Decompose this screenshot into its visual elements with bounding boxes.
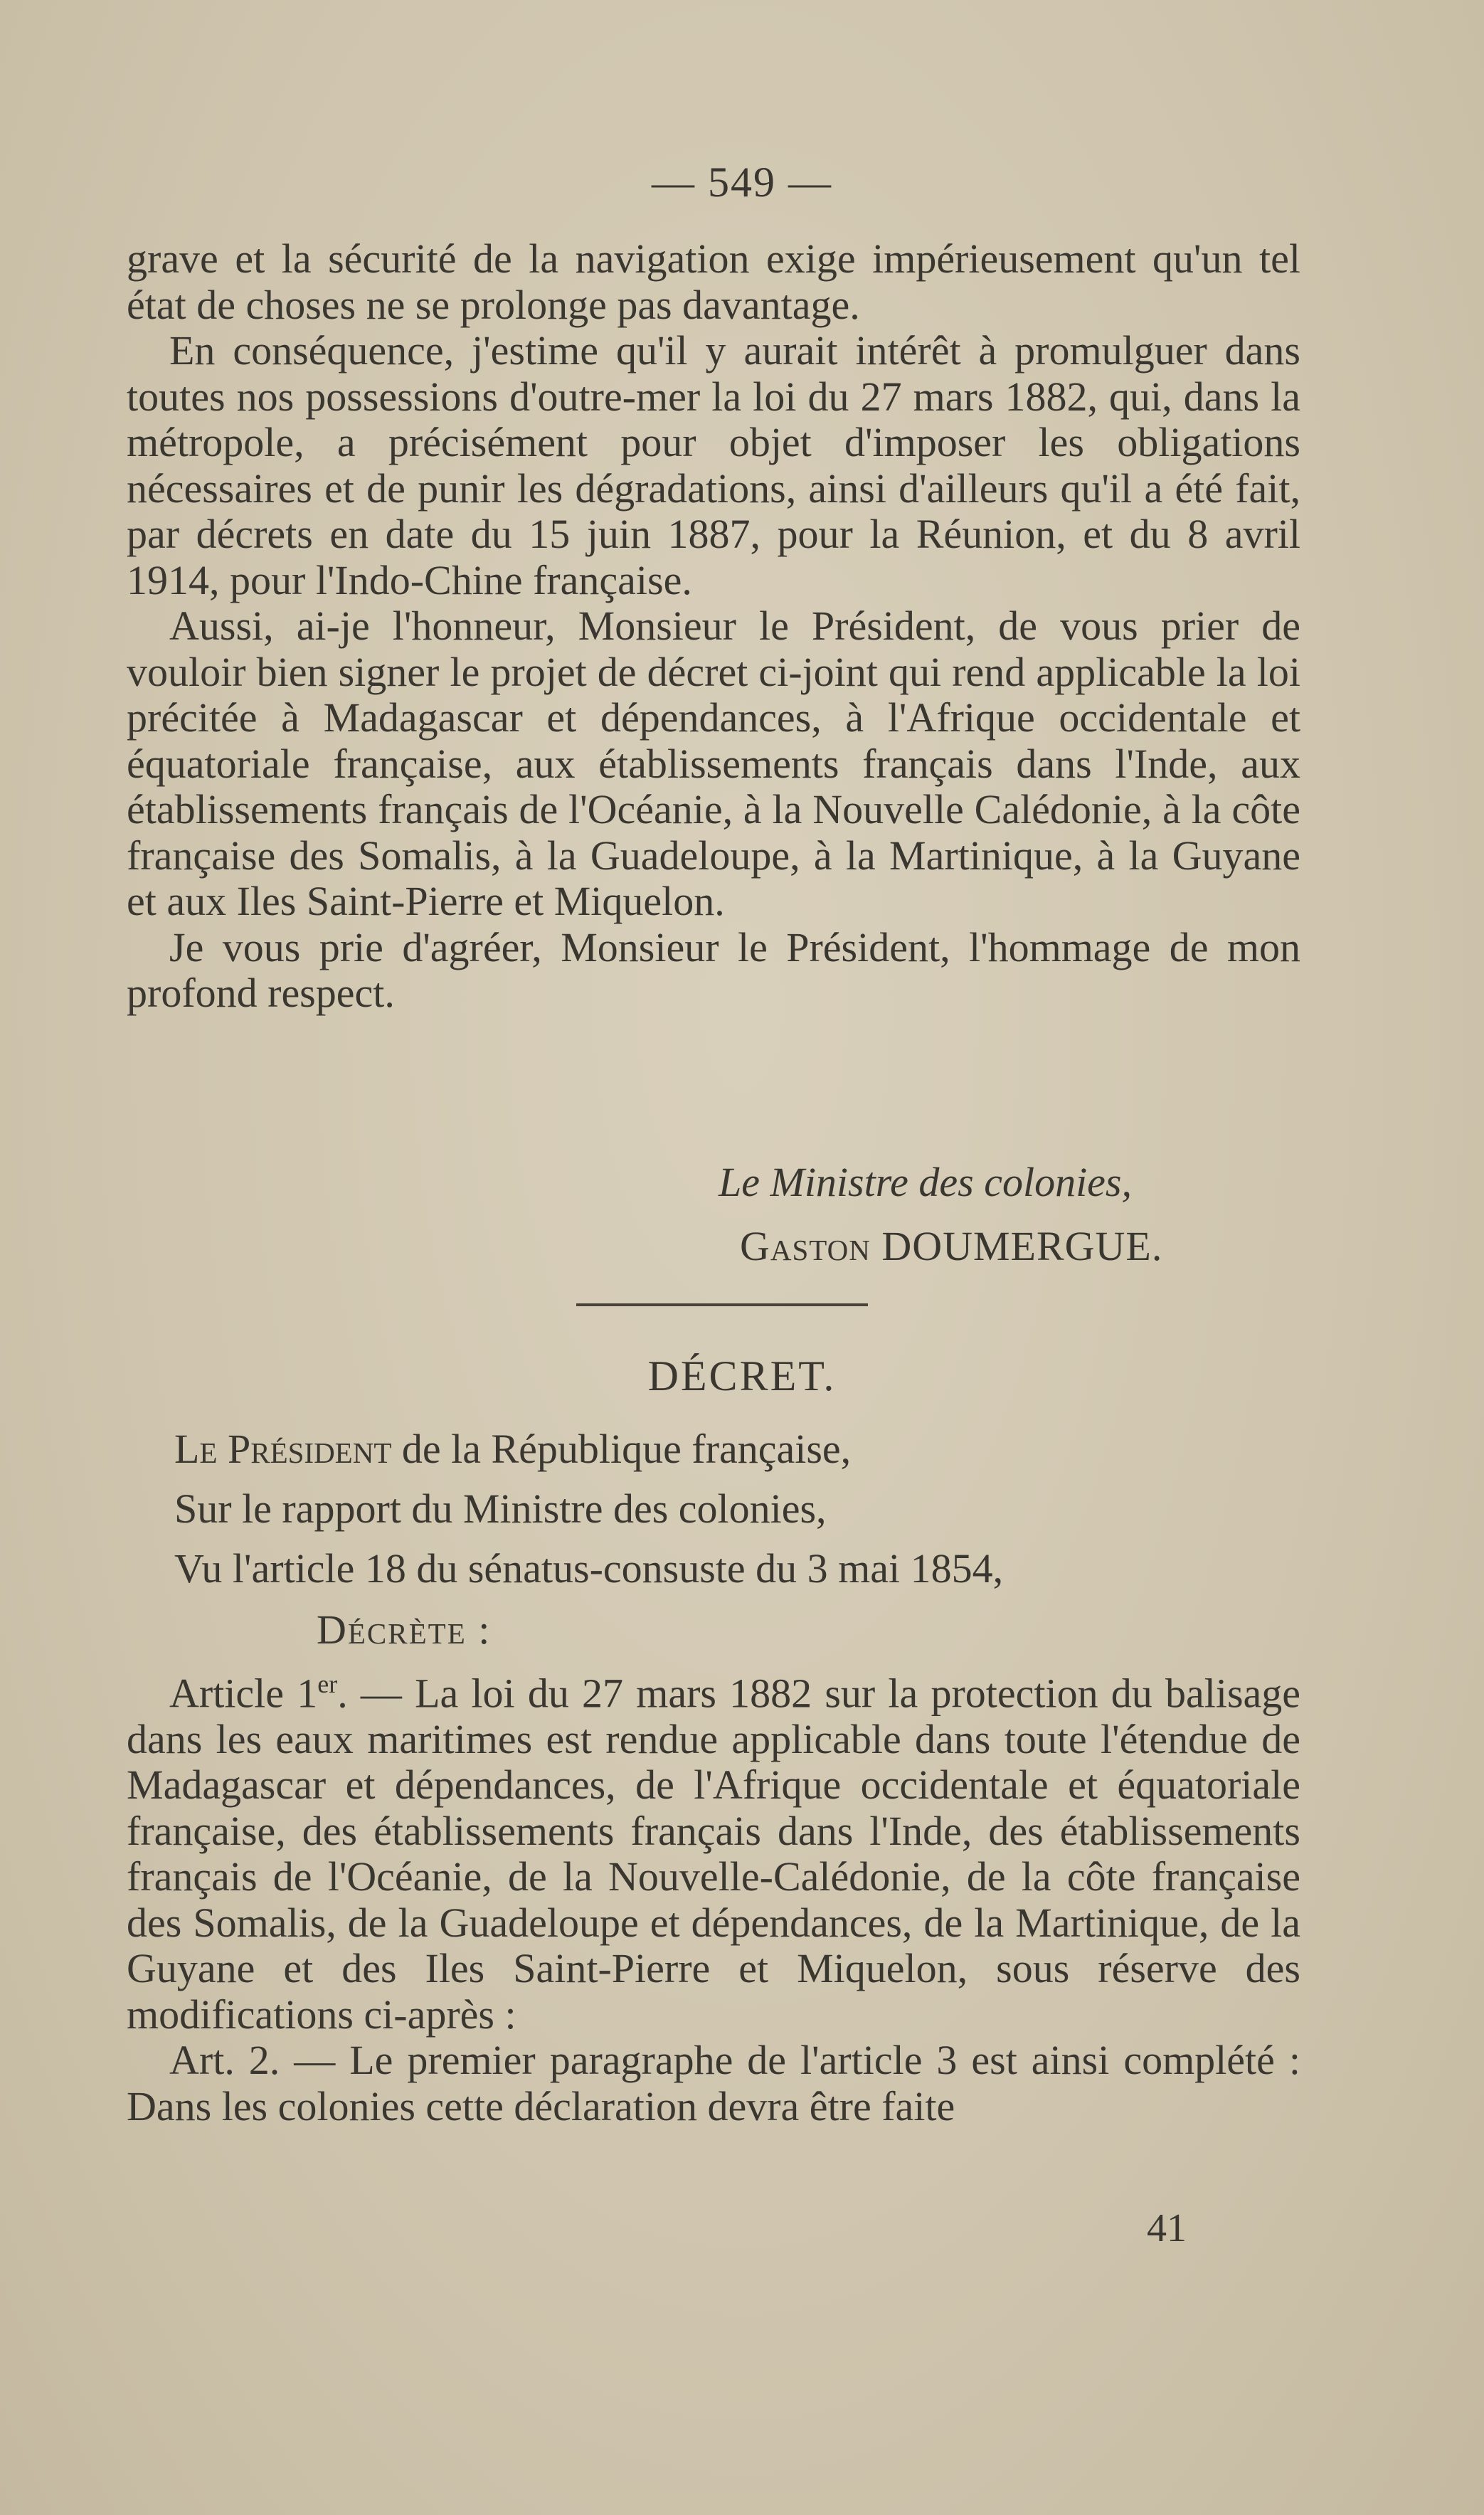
decrete-label: Décrète : — [317, 1606, 492, 1653]
article-2: Art. 2. — Le premier paragraphe de l'article 3 est ainsi complété : Dans les colonies cette déclaration devra être faite — [127, 2037, 1300, 2129]
decree-heading: DÉCRET. — [647, 1352, 837, 1399]
decree-preamble — [174, 1419, 1313, 1599]
preamble-president — [174, 1419, 1313, 1479]
signature-mark: 41 — [1147, 2206, 1187, 2250]
president-rest: de la République française, — [391, 1426, 852, 1472]
preamble-vu: Vu l'article 18 du sénatus-consuste du 3 mai 1854, — [174, 1545, 1004, 1592]
paragraph: Aussi, ai-je l'honneur, Monsieur le Président, de vous prier de vouloir bien signer le projet de décret ci-joint qui rend applicable la loi précitée à Madagascar et dépendances, à l'Afrique occidentale et équatoriale française, aux établissements français dans l'Inde, aux établissements français de l'Océanie, à la Nouvelle Calédonie, à la côte française des Somalis, à la Guadeloupe, à la Martinique, à la Guyane et aux Iles Saint-Pierre et Miquelon. — [127, 603, 1300, 924]
preamble-rapport: Sur le rapport du Ministre des colonies, — [174, 1486, 827, 1532]
page-number: — 549 — — [652, 159, 832, 206]
letter-body — [127, 236, 1300, 1017]
signature-title: Le Ministre des colonies, — [719, 1159, 1132, 1205]
paragraph-continuation: grave et la sécurité de la navigation exige impérieusement qu'un tel état de choses ne se prolonge pas davantage. — [127, 235, 1300, 328]
article-1-text: . — La loi du 27 mars 1882 sur la protection du balisage dans les eaux maritimes est rendue applicable dans toute l'étendue de Madagascar et dépendances, de l'Afrique occidentale et équatoriale française, des établissements français dans l'Inde, des établissements français de l'Océanie, de la Nouvelle-Calédonie, de la côte française des Somalis, de la Guadeloupe et dépendances, de la Martinique, de la Guyane et des Iles Saint-Pierre et Miquelon, sous réserve des modifications ci-après : — [127, 1670, 1300, 2038]
article-1 — [127, 1661, 1300, 2038]
president-smallcaps: Le Président — [174, 1426, 392, 1472]
separator-rule — [576, 1303, 868, 1306]
paragraph: En conséquence, j'estime qu'il y aurait intérêt à promulguer dans toutes nos possessions d'outre-mer la loi du 27 mars 1882, qui, dans la métropole, a précisément pour objet d'imposer les obligations nécessaires et de punir les dégradations, ainsi d'ailleurs qu'il a été fait, par décrets en date du 15 juin 1887, pour la Réunion, et du 8 avril 1914, pour l'Indo-Chine française. — [127, 327, 1300, 603]
article-1-label: Article 1 — [169, 1670, 318, 1717]
signature-name: Gaston DOUMERGUE. — [740, 1223, 1163, 1269]
article-1-sup: er — [317, 1670, 338, 1698]
paragraph: Je vous prie d'agréer, Monsieur le Président, l'hommage de mon profond respect. — [127, 923, 1300, 1016]
decree-articles — [127, 1661, 1300, 2129]
